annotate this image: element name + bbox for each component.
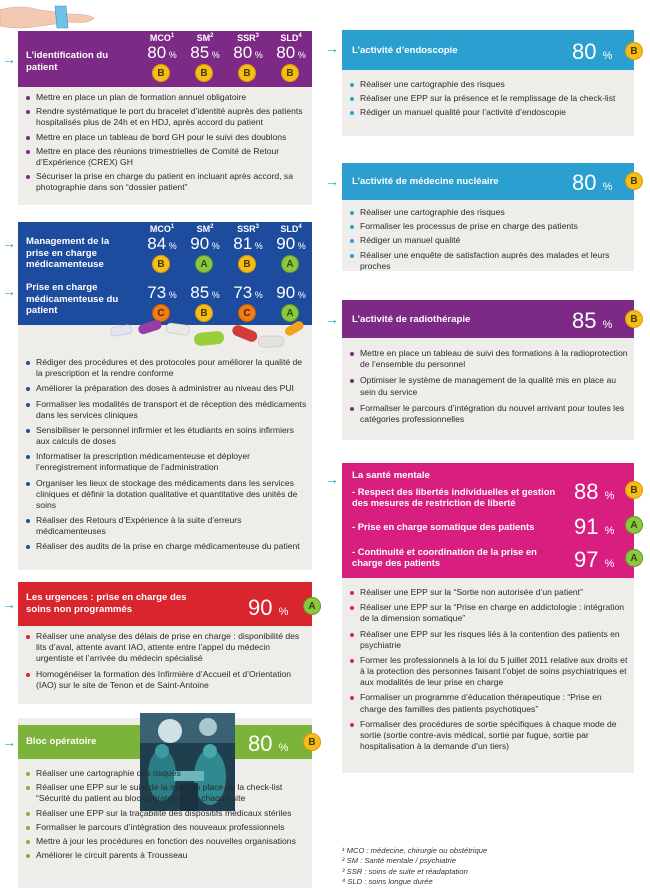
column-header: $SM^2$ bbox=[196, 224, 214, 234]
score-value: 90 % bbox=[276, 283, 306, 302]
score-value: 81 % bbox=[233, 234, 263, 253]
footnote: ² SM : Santé mentale / psychiatrie bbox=[342, 856, 456, 866]
mentale-sub2: - Prise en charge somatique des patients bbox=[352, 521, 535, 532]
list-item: Rédiger des procédures et des protocoles pour améliorer la qualité de la prescription et la rendre conforme bbox=[26, 357, 308, 379]
grade-badge: C bbox=[238, 304, 256, 322]
list-item: Former les professionnels à la loi du 5 juillet 2011 relative aux droits et à la protection des personnes faisant l’objet de soins psychiatriques et aux modalités de leur prise en charge bbox=[350, 655, 630, 689]
list-item: Formaliser des procédures de sortie spécifiques à chaque mode de sortie (sortie contre-avis médical, sortie par fugue, sortie par hospitalisation à la demande d’un tiers) bbox=[350, 719, 630, 753]
list-item: Mettre en place un tableau de suivi des formations à la radioprotection de l’ensemble du personnel bbox=[350, 348, 630, 370]
arrow-icon: → bbox=[2, 734, 16, 750]
list-item: Formaliser le parcours d’intégration du nouvel arrivant pour toutes les catégories professionnelles bbox=[350, 403, 630, 425]
list-item: Réaliser une EPP sur la traçabilité des dispositifs médicaux stériles bbox=[26, 808, 308, 819]
list-item: Réaliser une cartographie des risques bbox=[350, 207, 630, 218]
column-header: $SM^2$ bbox=[196, 33, 214, 43]
bloc-title: Bloc opératoire bbox=[26, 736, 97, 747]
grade-badge: B bbox=[281, 64, 299, 82]
arrow-icon: → bbox=[2, 51, 16, 67]
score-value: 85 % bbox=[190, 43, 220, 62]
list-item: Réaliser une EPP sur la “Prise en charge en addictologie : intégration de la dimension somatique” bbox=[350, 602, 630, 624]
urgences-title: Les urgences : prise en charge des soins non programmés bbox=[26, 592, 187, 615]
list-item: Formaliser un programme d’éducation thérapeutique : “Prise en charge des familles des patients psychotiques” bbox=[350, 692, 630, 714]
grade-badge: B bbox=[625, 481, 643, 499]
mentale-sub2-score: 91 % bbox=[574, 514, 615, 539]
footnotes bbox=[342, 846, 622, 887]
column-header: MCO$^1$ bbox=[149, 224, 175, 234]
arrow-icon: → bbox=[325, 311, 339, 327]
bloc-score: 80 % bbox=[248, 731, 289, 756]
list-item: Informatiser la prescription médicamenteuse et déployer l’enregistrement informatique de l’administration bbox=[26, 451, 308, 473]
grade-badge: B bbox=[238, 64, 256, 82]
grade-badge: C bbox=[152, 304, 170, 322]
list-item: Améliorer la préparation des doses à administrer au niveau des PUI bbox=[26, 383, 308, 394]
bloc-list bbox=[26, 768, 308, 864]
list-item: Réaliser une EPP sur les risques liés à la contention des patients en psychiatrie bbox=[350, 629, 630, 651]
footnote: ³ SSR : soins de suite et réadaptation bbox=[342, 866, 468, 876]
column-header: SLD$^4$ bbox=[280, 224, 302, 234]
column-header: SSR$^3$ bbox=[237, 33, 259, 43]
score-value: 80 % bbox=[233, 43, 263, 62]
identification-title: L’identification du patient bbox=[26, 50, 109, 73]
urgences-score: 90 % bbox=[248, 595, 289, 620]
column-header: SLD$^4$ bbox=[280, 33, 302, 43]
score-value: 80 % bbox=[276, 43, 306, 62]
mentale-sub1: - Respect des libertés individuelles et gestion des mesures de restriction de liberté bbox=[352, 486, 556, 509]
identification-list bbox=[26, 92, 306, 196]
grade-badge: B bbox=[195, 304, 213, 322]
list-item: Mettre en place un tableau de bord GH pour le suivi des doublons bbox=[26, 132, 306, 143]
hand-bracelet-image bbox=[0, 0, 95, 30]
mentale-sub3-score: 97 % bbox=[574, 547, 615, 572]
arrow-icon: → bbox=[2, 283, 16, 299]
radio-list bbox=[350, 348, 630, 430]
arrow-icon: → bbox=[2, 235, 16, 251]
list-item: Réaliser une enquête de satisfaction auprès des malades et leurs proches bbox=[350, 250, 630, 272]
grade-badge: A bbox=[625, 549, 643, 567]
arrow-icon: → bbox=[325, 471, 339, 487]
score-value: 73 % bbox=[233, 283, 263, 302]
list-item: Sécuriser la prise en charge du patient en incluant après accord, sa photographie dans son “dossier patient” bbox=[26, 171, 306, 193]
endoscopie-list bbox=[350, 79, 626, 122]
list-item: Mettre à jour les procédures en fonction des nouvelles organisations bbox=[26, 836, 308, 847]
list-item: Réaliser des audits de la prise en charge médicamenteuse du patient bbox=[26, 541, 308, 552]
radio-title: L’activité de radiothérapie bbox=[352, 314, 471, 325]
grade-badge: B bbox=[195, 64, 213, 82]
arrow-icon: → bbox=[2, 596, 16, 612]
grade-badge: A bbox=[303, 597, 321, 615]
list-item: Rendre systématique le port du bracelet d’identité auprès des patients hospitalisés plus de 24h et en HDJ, après accord du patient bbox=[26, 106, 306, 128]
mentale-list bbox=[350, 587, 630, 756]
list-item: Réaliser une EPP sur la présence et le remplissage de la check-list bbox=[350, 93, 626, 104]
mentale-title: La santé mentale bbox=[352, 470, 430, 481]
grade-badge: A bbox=[281, 304, 299, 322]
list-item: Mettre en place un plan de formation annuel obligatoire bbox=[26, 92, 306, 103]
pills-illustration bbox=[108, 318, 308, 360]
nucleaire-score: 80 % bbox=[572, 170, 613, 195]
list-item: Réaliser une cartographie des risques bbox=[350, 79, 626, 90]
list-item: Sensibiliser le personnel infirmier et les étudiants en soins infirmiers aux calculs de doses bbox=[26, 425, 308, 447]
list-item: Optimiser le système de management de la qualité mis en place au sein du service bbox=[350, 375, 630, 397]
list-item: Réaliser une cartographie des risques bbox=[26, 768, 308, 779]
mentale-sub1-score: 88 % bbox=[574, 479, 615, 504]
list-item: Réaliser une EPP sur la “Sortie non autorisée d’un patient” bbox=[350, 587, 630, 598]
grade-badge: B bbox=[238, 255, 256, 273]
list-item: Organiser les lieux de stockage des médicaments dans les services cliniques et définir la dotation qualitative et quantitative des unités de soins bbox=[26, 478, 308, 512]
mentale-sub3: - Continuité et coordination de la prise en charge des patients bbox=[352, 546, 537, 569]
list-item: Formaliser le parcours d’intégration des nouveaux professionnels bbox=[26, 822, 308, 833]
list-item: Améliorer le circuit parents à Trousseau bbox=[26, 850, 308, 861]
nucleaire-list bbox=[350, 207, 630, 275]
grade-badge: A bbox=[281, 255, 299, 273]
score-value: 73 % bbox=[147, 283, 177, 302]
list-item: Formaliser les processus de prise en charge des patients bbox=[350, 221, 630, 232]
list-item: Homogénéiser la formation des Infirmière d’Accueil et d’Orientation (IAO) sur le site de Tenon et de Saint-Antoine bbox=[26, 669, 308, 691]
grade-badge: B bbox=[152, 255, 170, 273]
score-value: 85 % bbox=[190, 283, 220, 302]
list-item: Rédiger un manuel qualité pour l’activité d’endoscopie bbox=[350, 107, 626, 118]
list-item: Mettre en place des réunions trimestrielles de Comité de Retour d’Expérience (CREX) GH bbox=[26, 146, 306, 168]
arrow-icon: → bbox=[325, 40, 339, 56]
list-item: Réaliser des Retours d’Expérience à la suite d’erreurs médicamenteuses bbox=[26, 515, 308, 537]
list-item: Réaliser une analyse des délais de prise en charge : disponibilité des lits d’aval, attente avant IAO, attente entre l’appel du médecin urgentiste et l’arrivée du médecin spécialisé bbox=[26, 631, 308, 665]
grade-badge: B bbox=[625, 172, 643, 190]
list-item: Réaliser une EPP sur le suivi de la mise en place de la check-list “Sécurité du patient au bloc opératoire” sur chaque site bbox=[26, 782, 308, 804]
footnote: ¹ MCO : médecine, chirurgie ou obstétrique bbox=[342, 846, 488, 855]
grade-badge: B bbox=[152, 64, 170, 82]
endoscopie-score: 80 % bbox=[572, 39, 613, 64]
grade-badge: A bbox=[195, 255, 213, 273]
medicament-row1-title: Management de la prise en charge médicamenteuse bbox=[26, 236, 110, 270]
score-value: 84 % bbox=[147, 234, 177, 253]
medicament-row2-title: Prise en charge médicamenteuse du patient bbox=[26, 282, 119, 316]
grade-badge: B bbox=[625, 42, 643, 60]
nucleaire-title: L’activité de médecine nucléaire bbox=[352, 176, 499, 187]
grade-badge: B bbox=[303, 733, 321, 751]
urgences-list bbox=[26, 631, 308, 695]
score-value: 80 % bbox=[147, 43, 177, 62]
arrow-icon: → bbox=[325, 173, 339, 189]
column-header: MCO$^1$ bbox=[149, 33, 175, 43]
medicament-list bbox=[26, 357, 308, 557]
list-item: Formaliser les modalités de transport et de réception des médicaments dans les services cliniques bbox=[26, 399, 308, 421]
score-value: 90 % bbox=[190, 234, 220, 253]
endoscopie-title: L’activité d’endoscopie bbox=[352, 45, 458, 56]
footnote: ⁴ SLD : soins longue durée bbox=[342, 876, 433, 886]
column-header: SSR$^3$ bbox=[237, 224, 259, 234]
grade-badge: A bbox=[625, 516, 643, 534]
list-item: Rédiger un manuel qualité bbox=[350, 235, 630, 246]
grade-badge: B bbox=[625, 310, 643, 328]
score-value: 90 % bbox=[276, 234, 306, 253]
radio-score: 85 % bbox=[572, 308, 613, 333]
